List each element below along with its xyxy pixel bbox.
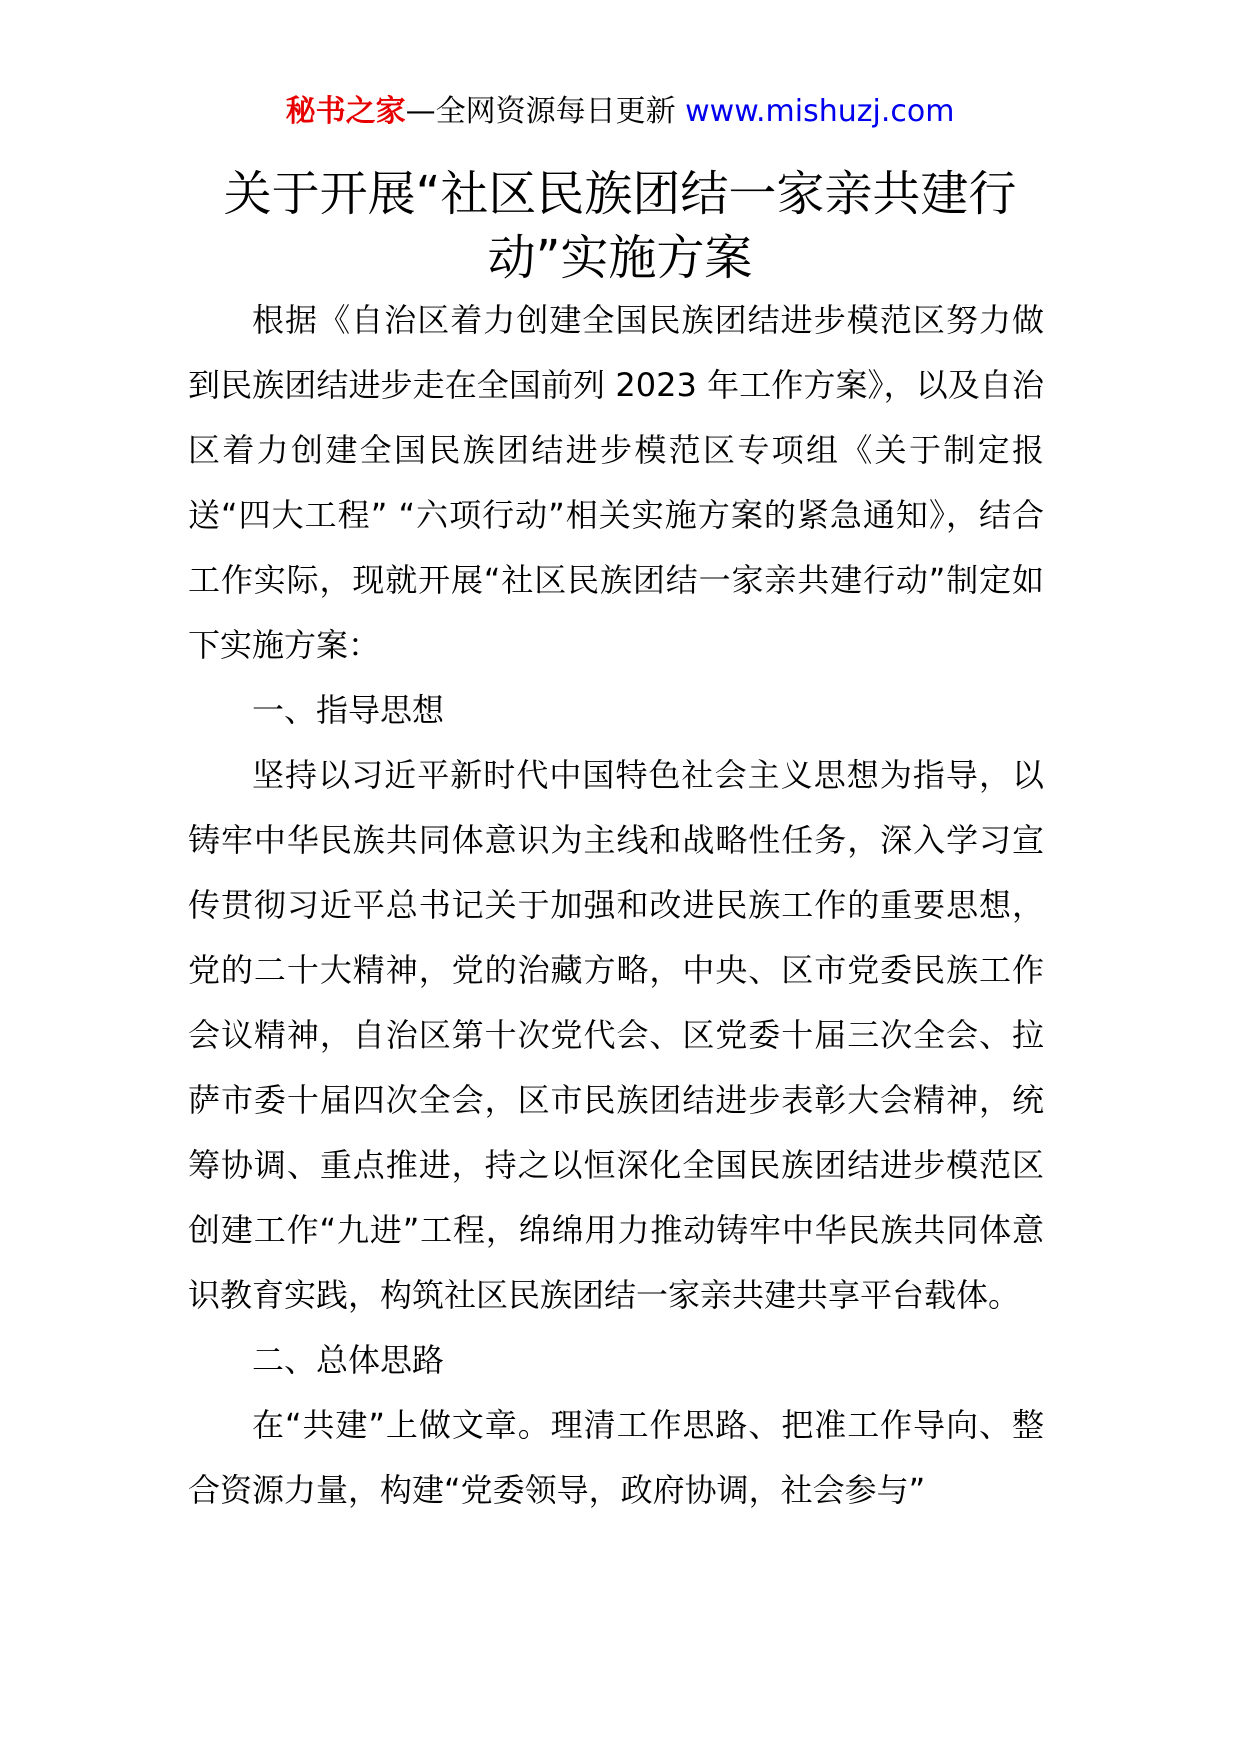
paragraph-intro: 根据《自治区着力创建全国民族团结进步模范区努力做到民族团结进步走在全国前列 2023 年工作方案》，以及自治区着力创建全国民族团结进步模范区专项组《关于制定报送“四大工程” “六项行动”相关实施方案的紧急通知》，结合工作实际，现就开展“社区民族团结一家亲共建行动”制定如下实施方案： [188, 301, 1044, 664]
section-heading-overall-approach: 二、总体思路 [252, 1341, 445, 1379]
document-title: 关于开展“社区民族团结一家亲共建行动”实施方案 [223, 166, 1017, 286]
section-heading-guiding-ideology: 一、指导思想 [252, 691, 445, 729]
paragraph-overall-approach: 在“共建”上做文章。理清工作思路、把准工作导向、整合资源力量，构建“党委领导，政府协调，社会参与” [188, 1406, 1044, 1509]
site-slogan: —全网资源每日更新 [405, 94, 676, 129]
paragraph-guiding-ideology: 坚持以习近平新时代中国特色社会主义思想为指导，以铸牢中华民族共同体意识为主线和战略性任务，深入学习宣传贯彻习近平总书记关于加强和改进民族工作的重要思想，党的二十大精神，党的治藏方略，中央、区市党委民族工作会议精神，自治区第十次党代会、区党委十届三次全会、拉萨市委十届四次全会，区市民族团结进步表彰大会精神，统筹协调、重点推进，持之以恒深化全国民族团结进步模范区创建工作“九进”工程，绵绵用力推动铸牢中华民族共同体意识教育实践，构筑社区民族团结一家亲共建共享平台载体。 [188, 756, 1044, 1314]
site-header [0, 92, 1240, 132]
site-brand: 秘书之家 [285, 94, 406, 129]
site-url-link[interactable]: www.mishuzj.com [685, 94, 955, 129]
document-body [188, 288, 1044, 1523]
